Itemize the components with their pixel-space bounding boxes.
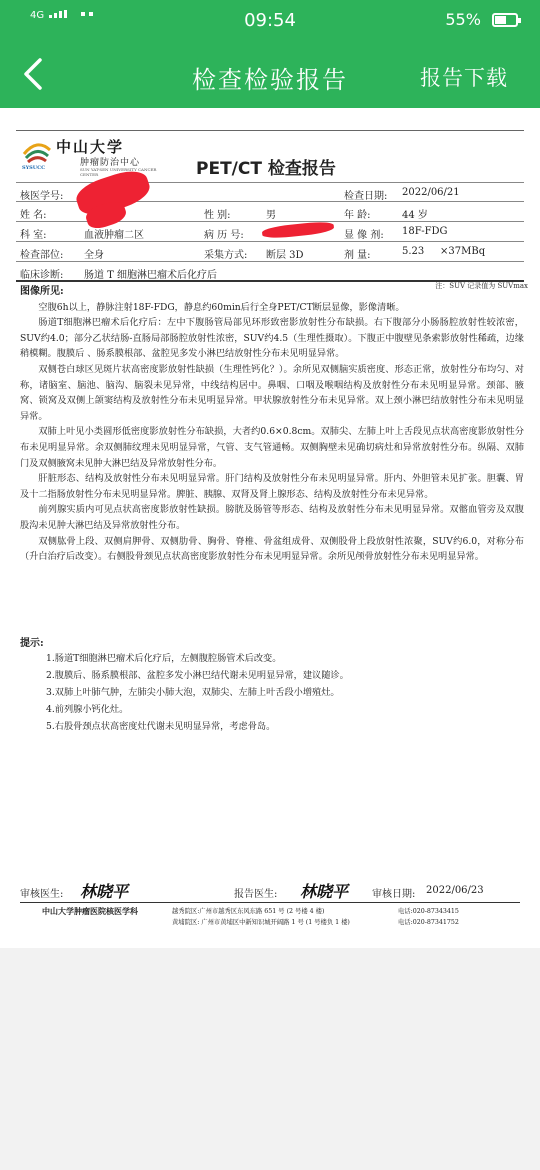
info-label: 年 龄: (344, 210, 371, 221)
logo-subtitle: 肿瘤防治中心 (80, 158, 141, 168)
logo-emblem-icon (20, 136, 54, 166)
info-value: 2022/06/21 (402, 187, 460, 198)
info-value: ×37MBq (440, 246, 486, 257)
logo-english: SUN YAT-SEN UNIVERSITY CANCER CENTER (80, 167, 157, 177)
info-value: 血液肿瘤二区 (84, 230, 144, 241)
impression-item: 2.腹膜后、肠系膜根部、盆腔多发小淋巴结代谢未见明显异常，建议随诊。 (46, 670, 349, 681)
info-label: 检查日期: (344, 191, 388, 202)
page-title: 检查检验报告 (192, 66, 348, 94)
clock: 09:54 (244, 10, 296, 31)
info-label: 显 像 剂: (344, 230, 384, 241)
impression-item: 5.右股骨颈点状高密度灶代谢未见明显异常，考虑骨岛。 (46, 721, 276, 732)
report-title: PET/CT 检查报告 (196, 159, 336, 179)
logo-abbr: SYSUCC (22, 165, 46, 171)
logo-name: 中山大学 (56, 138, 125, 156)
findings-paragraph: 双侧苍白球区见斑片状高密度影放射性缺损（生理性钙化？）。余所见双侧脑实质密度、形态正常，放射性分布均匀、对称，诸脑室、脑池、脑沟、脑裂未见异常，中线结构居中。鼻咽、口咽及喉咽结构及放射性分布未见明显异常。颈部、腋窝、锁窝及双侧上颌窦结构及放射性分布未见明显异常。甲状腺放射性分布未见异常。双上颈小淋巴结放射性分布未见明显异常。 (20, 363, 524, 422)
findings-paragraph: 双侧肱骨上段、双侧肩胛骨、双侧肋骨、胸骨、脊椎、骨盆组成骨、双侧股骨上段放射性浓聚，SUV约6.0，对称分布（升白治疗后改变）。右侧股骨颈见点状高密度影放射性分布未见明显异常。余所见颅骨放射性分布未见明显异常。 (20, 535, 524, 563)
battery-icon (492, 13, 518, 27)
address-line: 黄埔院区: 广州市黄埔区中新知识城开阔路 1 号 (1 号楼负 1 楼) (172, 919, 350, 926)
impression-heading: 提示: (20, 638, 44, 649)
network-label: 4G (30, 10, 45, 21)
info-label: 剂 量: (344, 250, 371, 261)
review-date-label: 审核日期: (372, 889, 416, 900)
suv-note: 注：SUV 记录值为 SUVmax (435, 282, 528, 290)
status-bar (0, 0, 540, 40)
info-label: 科 室: (20, 230, 47, 241)
info-label: 性 别: (204, 210, 231, 221)
footer-address (172, 906, 350, 928)
impression-list (46, 650, 349, 735)
findings-paragraph: 双肺上叶见小类圆形低密度影放射性分布缺损，大者约0.6×0.8cm。双肺尖、左肺上叶上舌段见点状高密度影放射性分布未见明显异常。余双侧肺纹理未见明显异常，气管、支气管通畅。双侧胸壁未见确切病灶和异常放射性分布。纵隔、双肺门及双侧腋窝未见肿大淋巴结及异常放射性分布。 (20, 426, 524, 469)
phone-line: 电话:020-87343415 (398, 908, 459, 915)
info-row (16, 242, 524, 262)
review-date: 2022/06/23 (426, 885, 484, 896)
info-label: 核医学号: (20, 191, 64, 202)
footer-hospital: 中山大学肿瘤医院核医学科 (42, 907, 138, 916)
impression-item: 4.前列腺小钙化灶。 (46, 704, 129, 715)
reporter-signature: 林晓平 (300, 882, 349, 901)
phone-line: 电话:020-87341752 (398, 919, 459, 926)
info-label: 临床诊断: (20, 270, 64, 281)
info-label: 检查部位: (20, 250, 64, 261)
info-value: 44 岁 (402, 210, 428, 221)
info-row (16, 262, 524, 282)
info-value: 肠道 T 细胞淋巴瘤术后化疗后 (84, 270, 218, 281)
address-line: 越秀院区:广州市越秀区东风东路 651 号 (2 号楼 4 楼) (172, 908, 325, 915)
download-report-button[interactable]: 报告下载 (420, 66, 508, 90)
battery-indicator (445, 10, 518, 29)
report-document (0, 108, 540, 948)
reviewer-signature: 林晓平 (80, 882, 129, 901)
info-value: 5.23 (402, 246, 425, 257)
info-label: 采集方式: (204, 250, 248, 261)
impression-item: 1.肠道T细胞淋巴瘤术后化疗后，左侧腹腔肠管术后改变。 (46, 653, 282, 664)
info-label: 姓 名: (20, 210, 47, 221)
battery-percent: 55% (445, 10, 481, 29)
footer-rule (20, 902, 520, 903)
reporter-label: 报告医生: (234, 889, 278, 900)
info-value: 18F-FDG (402, 226, 448, 237)
impression-item: 3.双肺上叶肺气肿，左肺尖小肺大泡，双肺尖、左肺上叶舌段小增殖灶。 (46, 687, 340, 698)
findings-section (20, 284, 524, 565)
info-value: 断层 3D (266, 250, 304, 261)
battery-fill (495, 16, 506, 24)
findings-paragraph: 肠道T细胞淋巴瘤术后化疗后：左中下腹肠管局部见环形致密影放射性分布缺损。右下腹部分小肠肠腔放射性较浓密，SUV约4.0；部分乙状结肠-直肠局部肠腔放射性浓密，SUV约4.5（生理性摄取）。下腹正中腹壁见条索影放射性稀疏，边缘稍模糊。腹膜后 、肠系膜根部、盆腔见多发小淋巴结放射性分布未见明显异常。 (20, 317, 524, 360)
findings-paragraph: 前列腺实质内可见点状高密度影放射性缺损。膀胱及肠管等形态、结构及放射性分布未见明显异常。双髂血管旁及双腹股沟未见肿大淋巴结及异常放射性分布。 (20, 504, 524, 531)
findings-heading: 图像所见: (20, 286, 64, 297)
footer-phone (398, 906, 459, 928)
info-label: 病 历 号: (204, 230, 244, 241)
findings-paragraph: 空腹6h以上，静脉注射18F-FDG，静息约60min后行全身PET/CT断层显像，影像清晰。 (38, 301, 405, 313)
info-value: 全身 (84, 250, 104, 261)
app-header (0, 0, 540, 108)
info-value: 男 (266, 210, 276, 221)
reviewer-label: 审核医生: (20, 889, 64, 900)
top-rule (16, 130, 524, 131)
findings-paragraph: 肝脏形态、结构及放射性分布未见明显异常。肝门结构及放射性分布未见明显异常。肝内、外胆管未见扩张。胆囊、胃及十二指肠放射性分布未见明显异常。脾脏、胰腺、双肾及肾上腺形态、结构及放射性分布未见异常。 (20, 473, 524, 500)
